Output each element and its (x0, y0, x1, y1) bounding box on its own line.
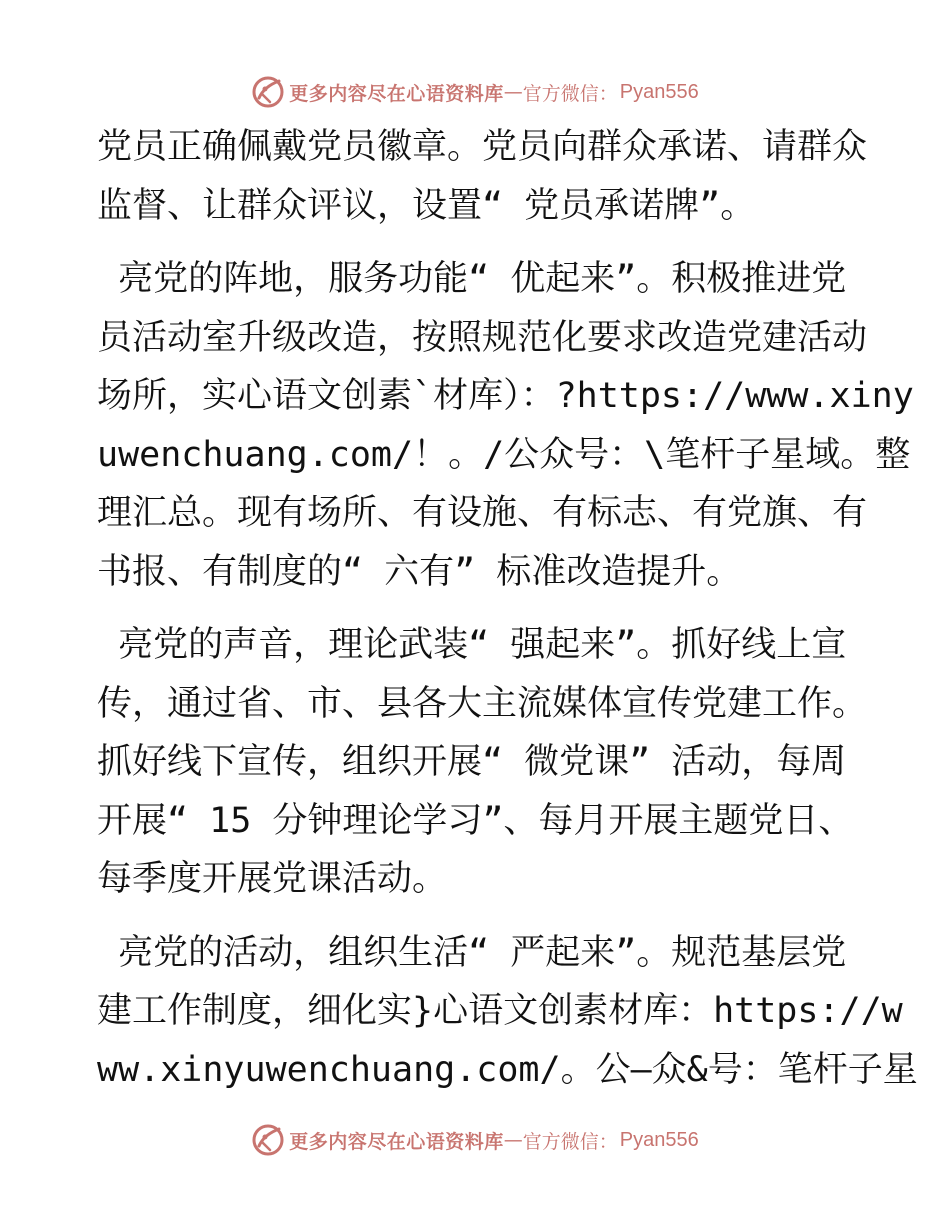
text-line: 监督、让群众评议，设置“ 党员承诺牌”。 (97, 185, 756, 226)
body-text (97, 118, 918, 1114)
text-line: 员活动室升级改造，按照规范化要求改造党建活动 (97, 317, 868, 358)
header-account: Pyan556 (619, 80, 699, 103)
text-line: 场所，实心语文创素`材库）：?https://www.xiny (97, 376, 914, 416)
text-line: 亮党的声音，理论武装“ 强起来”。抓好线上宣 (97, 625, 847, 665)
text-line: 每季度开展党课活动。 (97, 859, 448, 899)
text-line: 抓好线下宣传，组织开展“ 微党课” 活动，每周 (97, 742, 847, 782)
paragraph (97, 118, 868, 235)
paragraph (97, 616, 868, 909)
text-line: 传，通过省、市、县各大主流媒体宣传党建工作。 (97, 683, 868, 724)
paragraph (97, 924, 918, 1100)
text-line: 亮党的活动，组织生活“ 严起来”。规范基层党 (97, 932, 847, 973)
logo-icon (251, 75, 285, 109)
text-line: 理汇总。现有场所、有设施、有标志、有党旗、有 (97, 493, 868, 533)
header-separator: — (503, 81, 523, 103)
footer-wechat-label: 官方微信： (522, 1130, 618, 1153)
text-line: ww.xinyuwenchuang.com/。公—众&号：笔杆子星 (97, 1049, 918, 1090)
header-watermark (0, 72, 950, 112)
text-line: 开展“ 15 分钟理论学习”、每月开展主题党日、 (97, 800, 854, 841)
footer-watermark (0, 1120, 950, 1160)
text-line: 亮党的阵地，服务功能“ 优起来”。积极推进党 (97, 259, 847, 299)
header-brand: 更多内容尽在心语资料库 (289, 82, 504, 105)
text-line: uwenchuang.com/！。/公众号：\笔杆子星域。整 (97, 434, 911, 475)
logo-icon (251, 1123, 285, 1157)
header-wechat-label: 官方微信： (522, 82, 618, 105)
footer-account: Pyan556 (619, 1128, 699, 1151)
text-line: 建工作制度，细化实}心语文创素材库：https://w (97, 991, 903, 1031)
paragraph (97, 250, 914, 601)
text-line: 书报、有制度的“ 六有” 标准改造提升。 (97, 551, 742, 592)
text-line: 党员正确佩戴党员徽章。党员向群众承诺、请群众 (97, 127, 868, 167)
footer-separator: — (503, 1129, 523, 1151)
footer-brand: 更多内容尽在心语资料库 (289, 1130, 504, 1153)
